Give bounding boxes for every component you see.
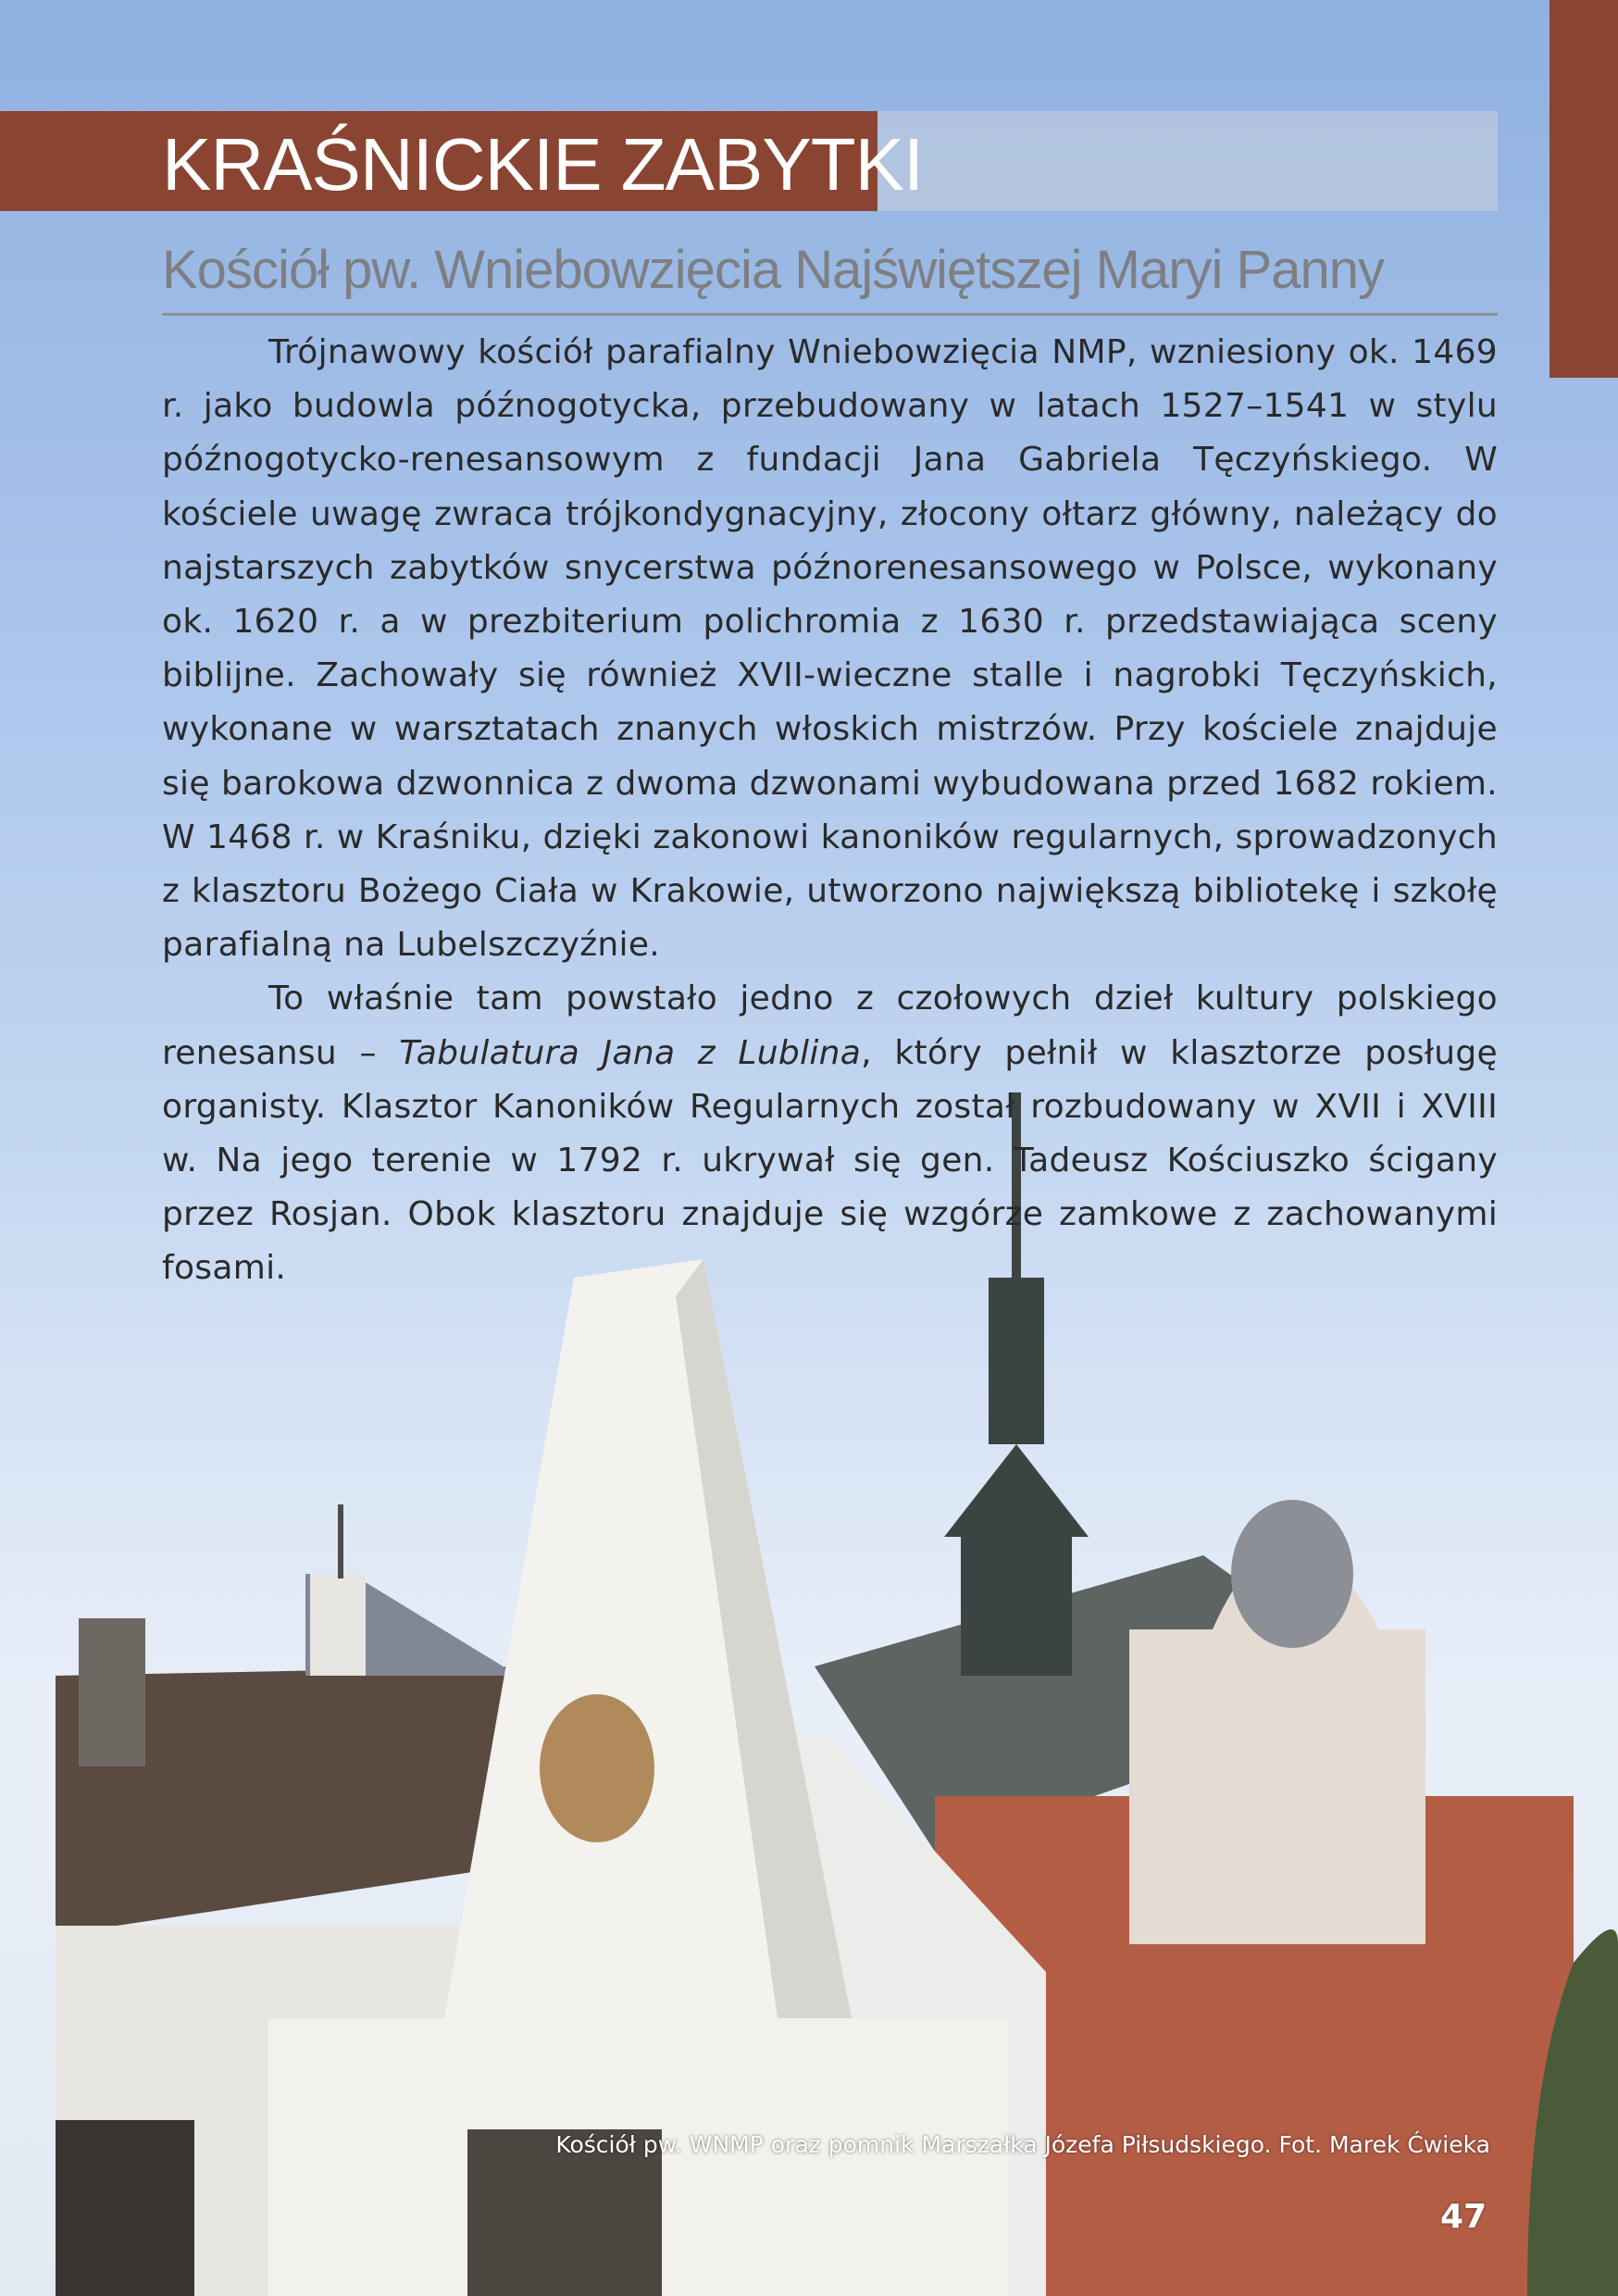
shop-window (56, 2120, 194, 2296)
small-church-gable (310, 1574, 366, 1676)
section-subtitle: Kościół pw. Wniebowzięcia Najświętszej Maryi Panny (162, 240, 1384, 300)
page-title: KRAŚNICKIE ZABYTKI (162, 123, 924, 206)
article-body (162, 326, 1498, 1296)
paragraph-1: Trójnawowy kościół parafialny Wniebowzięcia NMP, wzniesiony ok. 1469 r. jako budowla późnogotycka, przebudowany w latach 1527–1541 w stylu późnogotycko-renesansowym z fundacji Jana Gabriela Tęczyńskiego. W kościele uwagę zwraca trójkondygnacyjny, złocony ołtarz główny, należący do najstarszych zabytków snycerstwa późnorenesansowego w Polsce, wykonany ok. 1620 r. a w prezbiterium polichromia z 1630 r. przedstawiająca sceny biblijne. Zachowały się również XVII-wieczne stalle i nagrobki Tęczyńskich, wykonane w warsztatach znanych włoskich mistrzów. Przy kościele znajduje się barokowa dzwonnica z dwoma dzwonami wybudowana przed 1682 rokiem. W 1468 r. w Kraśniku, dzięki zakonowi kanoników regularnych, sprowadzonych z klasztoru Bożego Ciała w Krakowie, utworzono największą bibliotekę i szkołę parafialną na Lubelszczyźnie. (162, 333, 1498, 965)
page-number: 47 (1440, 2198, 1487, 2236)
tabulatura-title: Tabulatura Jana z Lublina (399, 1033, 862, 1072)
divider (162, 313, 1498, 316)
accent-bar (1550, 0, 1618, 378)
gable-relief (1231, 1500, 1353, 1648)
paragraph-2-end: , który pełnił w klasztorze posługę organisty. Klasztor Kanoników Regularnych został rozbudowany w XVII i XVIII w. Na jego terenie w 1792 r. ukrywał się gen. Tadeusz Kościuszko ścigany przez Rosjan. Obok klasztoru znajduje się wzgórze zamkowe z zachowanymi fosami. (162, 1033, 1498, 1288)
pilsudski-medallion (540, 1694, 654, 1842)
small-cross (338, 1504, 343, 1578)
gable-tower (1129, 1629, 1425, 1944)
photo-caption: Kościół pw. WNMP oraz pomnik Marszałka Józefa Piłsudskiego. Fot. Marek Ćwieka (555, 2131, 1490, 2158)
bell-tower-body (961, 1528, 1072, 1676)
bell-tower-cap (944, 1444, 1089, 1537)
bell-tower-lantern (989, 1278, 1044, 1444)
left-chimney (79, 1618, 145, 1766)
paragraph-2 (162, 972, 1498, 1295)
paragraph-2-start: To właśnie tam powstało jedno z czołowych dzieł kultury polskiego renesansu – (162, 980, 1498, 1072)
